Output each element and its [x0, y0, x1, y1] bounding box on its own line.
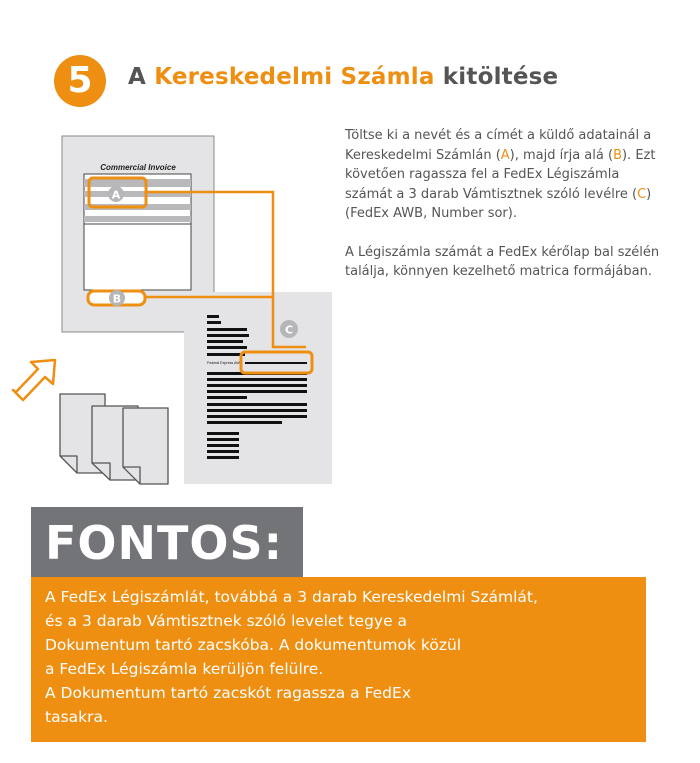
illustration: [0, 120, 345, 490]
label-a: A: [111, 188, 121, 202]
invoice-title: Commercial Invoice: [100, 163, 176, 172]
arrow-icon: [13, 360, 55, 400]
label-b: B: [112, 292, 122, 306]
accent-letter: C: [637, 186, 647, 202]
instructions-text-segment: ). Ezt követően ragassza fel a FedEx Légiszámla számát a 3 darab Vámtisztnek szóló levélre (: [345, 147, 656, 202]
note-line: A Dokumentum tartó zacskót ragassza a FedEx: [45, 684, 411, 702]
note-line: a FedEx Légiszámla kerüljön felülre.: [45, 660, 324, 678]
instructions-text-segment: Töltse ki a nevét és a címét a küldő adatainál a Kereskedelmi Számlán (: [345, 128, 652, 163]
important-note: [31, 577, 646, 742]
note-line: A FedEx Légiszámlát, továbbá a 3 darab Kereskedelmi Számlát,: [45, 588, 538, 606]
important-heading: FONTOS:: [31, 507, 303, 579]
note-line: tasakra.: [45, 708, 108, 726]
instructions-text: [345, 126, 665, 301]
document-copy-3: [123, 408, 168, 484]
page-title: [128, 64, 558, 90]
label-c: C: [284, 323, 294, 337]
title-highlight: Kereskedelmi Számla: [154, 64, 435, 90]
note-line: Dokumentum tartó zacskóba. A dokumentumok közül: [45, 636, 462, 654]
note-line: és a 3 darab Vámtisztnek szóló levelet tegye a: [45, 612, 408, 630]
instructions-text-segment: ), majd írja alá (: [509, 147, 614, 163]
instructions-paragraph-2: A Légiszámla számát a FedEx kérőlap bal szélén találja, könnyen kezelhető matrica formájában.: [345, 244, 660, 279]
title-suffix: kitöltése: [434, 64, 559, 90]
step-number-badge: 5: [54, 55, 106, 107]
invoice-sender-bar-1: [84, 179, 191, 187]
instructions-paragraph-1: [345, 126, 665, 224]
customs-letter-document: [184, 292, 332, 484]
title-prefix: A: [128, 64, 155, 90]
accent-letter: A: [500, 147, 510, 163]
instructions-text-segment: ) (FedEx AWB, Number sor).: [345, 186, 652, 221]
awb-label: Federal Express AWB: [207, 361, 243, 365]
invoice-sender-bar-4: [84, 216, 191, 222]
document-copies-stack: [60, 394, 168, 484]
accent-letter: B: [613, 147, 622, 163]
